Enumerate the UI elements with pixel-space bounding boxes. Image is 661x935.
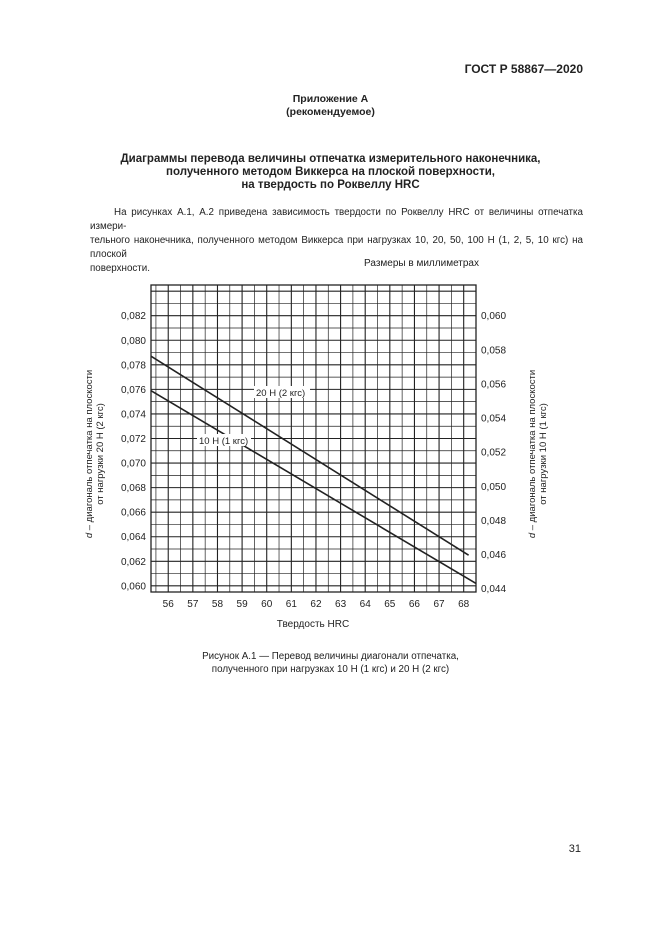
right-axis-label-line2: от нагрузки 10 Н (1 кгс) [538, 403, 549, 505]
left-tick-label: 0,064 [120, 532, 146, 544]
x-tick-label: 56 [162, 599, 174, 610]
right-tick-label: 0,050 [481, 481, 507, 493]
x-tick-label: 67 [433, 599, 445, 610]
right-tick-label: 0,048 [481, 515, 507, 527]
left-tick-label: 0,080 [120, 335, 146, 347]
right-axis-label [527, 370, 549, 538]
left-axis-label-symbol: d [84, 532, 95, 539]
intro-line: тельного наконечника, полученного методом Виккерса при нагрузках 10, 20, 50, 100 Н (1, 2, 5, 10 кгс) на плоской [90, 235, 583, 260]
x-tick-label: 62 [310, 599, 322, 610]
left-tick-label: 0,068 [120, 483, 146, 495]
left-tick-label: 0,074 [120, 409, 146, 421]
right-tick-label: 0,056 [481, 379, 507, 391]
left-axis-label-text: – диагональ отпечатка на плоскости [84, 369, 95, 533]
heading-line: на твердость по Роквеллу HRC [241, 179, 420, 191]
x-tick-label: 58 [211, 599, 224, 610]
right-tick-label: 0,046 [481, 549, 507, 561]
x-axis-ticks [163, 599, 470, 610]
right-tick-label: 0,052 [481, 447, 507, 459]
standard-number: ГОСТ Р 58867—2020 [464, 62, 583, 76]
right-tick-label: 0,058 [481, 345, 507, 357]
x-tick-label: 61 [285, 599, 297, 610]
right-tick-label: 0,044 [481, 584, 507, 596]
x-tick-label: 68 [458, 599, 470, 610]
left-axis-label-line2: от нагрузки 20 Н (2 кгс) [95, 403, 106, 505]
x-tick-label: 64 [359, 599, 371, 610]
heading-line: полученного методом Виккерса на плоской поверхности, [166, 166, 495, 178]
left-tick-label: 0,070 [120, 458, 146, 470]
caption-line: Рисунок А.1 — Перевод величины диагонали отпечатка, [202, 651, 459, 662]
intro-line: поверхности. [90, 263, 150, 274]
right-axis-label-text: – диагональ отпечатка на плоскости [527, 369, 538, 533]
x-tick-label: 66 [408, 599, 421, 610]
left-tick-label: 0,062 [120, 556, 146, 568]
left-tick-label: 0,078 [120, 360, 146, 372]
svg-text:d – диагональ отпечатка на пло [84, 370, 95, 538]
x-tick-label: 65 [384, 599, 396, 610]
left-tick-label: 0,076 [120, 384, 146, 396]
left-tick-label: 0,082 [120, 311, 146, 323]
x-tick-label: 59 [236, 599, 248, 610]
intro-line: На рисунках А.1, А.2 приведена зависимость твердости по Роквеллу HRC от величины отпечатка измери- [90, 207, 583, 232]
appendix-status: (рекомендуемое) [286, 106, 375, 118]
left-tick-label: 0,060 [120, 581, 146, 593]
svg-text:d – диагональ отпечатка на пло [527, 370, 538, 538]
heading-line: Диаграммы перевода величины отпечатка измерительного наконечника, [120, 153, 541, 165]
appendix-title: Приложение А [292, 93, 369, 105]
left-axis-ticks [121, 311, 146, 592]
x-tick-label: 60 [261, 599, 273, 610]
right-axis-ticks [481, 311, 506, 595]
x-axis-label: Твердость HRC [276, 619, 350, 630]
right-tick-label: 0,060 [481, 311, 507, 323]
right-axis-label-symbol: d [527, 532, 538, 539]
left-tick-label: 0,072 [120, 434, 146, 445]
left-axis-label [84, 370, 106, 538]
units-note: Размеры в миллиметрах [364, 258, 479, 269]
figure-caption [0, 650, 661, 676]
series-label-20n: 20 Н (2 кгс) [256, 388, 306, 399]
series-label-10n: 10 Н (1 кгс) [199, 436, 249, 447]
x-tick-label: 57 [187, 599, 199, 610]
page-number: 31 [568, 843, 581, 855]
left-tick-label: 0,066 [120, 507, 146, 519]
x-tick-label: 63 [335, 599, 347, 610]
caption-line: полученного при нагрузках 10 Н (1 кгс) и 20 Н (2 кгс) [211, 664, 450, 675]
right-tick-label: 0,054 [481, 413, 507, 425]
